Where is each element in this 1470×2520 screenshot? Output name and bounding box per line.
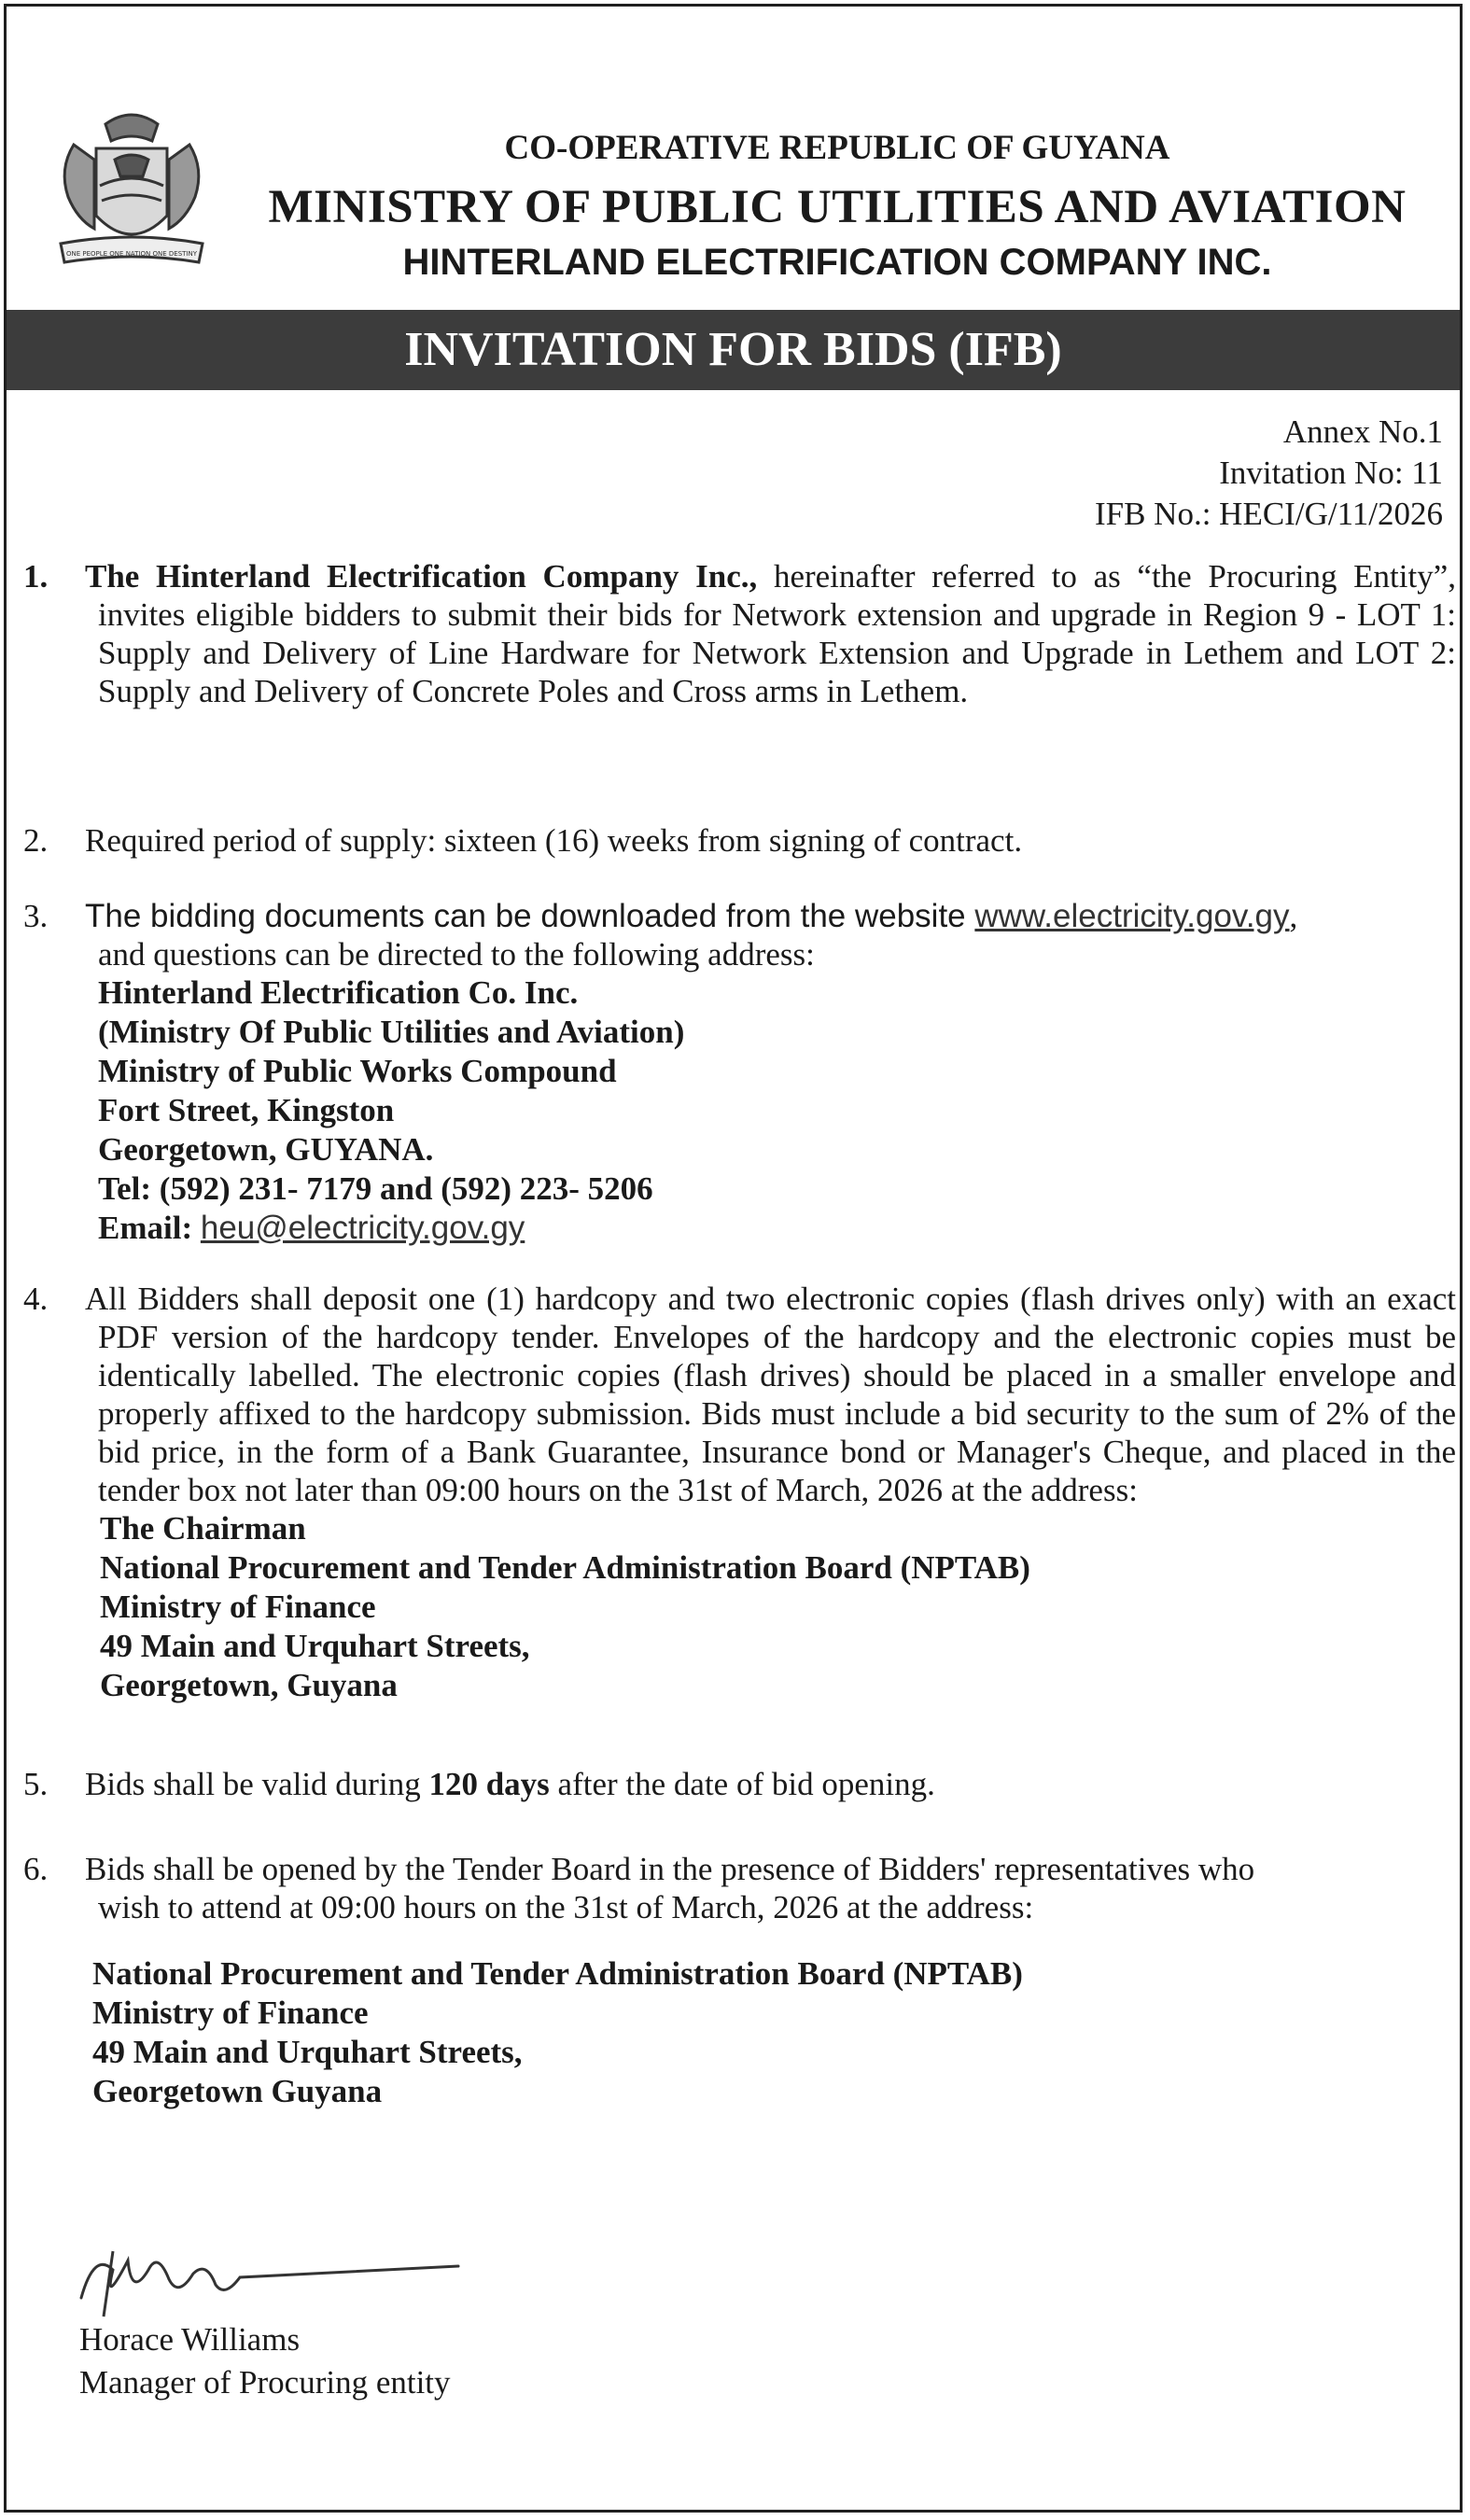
ministry-heading: MINISTRY OF PUBLIC UTILITIES AND AVIATION (268, 181, 1407, 233)
address-line: Ministry of Finance (100, 1589, 376, 1625)
validity-days: 120 days (428, 1766, 550, 1802)
address-line: (Ministry Of Public Utilities and Aviation) (98, 1014, 685, 1050)
address-line: 49 Main and Urquhart Streets, (100, 1628, 530, 1664)
signature-mark (76, 2233, 468, 2326)
address-line: Hinterland Electrification Co. Inc. (98, 974, 579, 1011)
clause-number: 1. (23, 558, 49, 595)
clause-number: 6. (23, 1851, 49, 1887)
clause-5-text (85, 1765, 1456, 1803)
telephone-line: Tel: (592) 231- 7179 and (592) 223- 5206 (98, 1170, 653, 1207)
clause-6-line-1: Bids shall be opened by the Tender Board in the presence of Bidders' representatives who (85, 1851, 1255, 1887)
company-heading: HINTERLAND ELECTRIFICATION COMPANY INC. (402, 242, 1272, 283)
coat-of-arms-icon (40, 104, 223, 283)
reference-block (1095, 412, 1443, 535)
ifb-number: IFB No.: HECI/G/11/2026 (1094, 496, 1443, 532)
clause-1-text (23, 557, 1456, 710)
email-link[interactable]: heu@electricity.gov.gy (200, 1210, 525, 1246)
address-line: Georgetown, Guyana (100, 1667, 398, 1703)
clause-4 (23, 1280, 1456, 1705)
clause-1-body: hereinafter referred to as “the Procuring Entity”, invites eligible bidders to submit their bids for Network extension and upgrade in Region 9 - LOT 1: Supply and Delivery of Line Hardware for Network Extension and Upgrade in Lethem and LOT 2: Supply and Delivery of Concrete Poles and Cross arms in Lethem. (98, 558, 1456, 709)
ifb-notice (4, 4, 1463, 2513)
clause-1 (23, 557, 1456, 710)
clause-2 (23, 821, 1456, 860)
ifb-banner: INVITATION FOR BIDS (IFB) (7, 310, 1460, 390)
address-line: Fort Street, Kingston (98, 1092, 395, 1128)
address-line: National Procurement and Tender Administration Board (NPTAB) (100, 1549, 1030, 1586)
clause-5 (23, 1765, 1456, 1803)
crest-motto: ONE PEOPLE ONE NATION ONE DESTINY (65, 250, 198, 258)
website-link[interactable]: www.electricity.gov.gy (974, 898, 1290, 934)
address-line: The Chairman (100, 1510, 306, 1547)
address-line: Georgetown Guyana (92, 2073, 383, 2109)
clause-3-text (85, 897, 1456, 1247)
questions-line: and questions can be directed to the following address: (98, 936, 815, 973)
address-line: Ministry of Finance (92, 1995, 369, 2031)
clause-number: 4. (23, 1281, 49, 1317)
signatory-name: Horace Williams (79, 2321, 301, 2358)
clause-number: 3. (23, 898, 49, 934)
comma: , (1289, 898, 1298, 934)
clause-6-line-2: wish to attend at 09:00 hours on the 31st of March, 2026 at the address: (98, 1889, 1034, 1925)
annex-number: Annex No.1 (1282, 413, 1443, 450)
clause-3 (23, 897, 1456, 1247)
clause-6 (23, 1850, 1456, 2111)
address-line: 49 Main and Urquhart Streets, (92, 2034, 523, 2070)
clause-number: 5. (23, 1766, 49, 1802)
clause-5-start: Bids shall be valid during (85, 1766, 429, 1802)
clause-5-end: after the date of bid opening. (549, 1766, 935, 1802)
address-line: Georgetown, GUYANA. (98, 1131, 434, 1168)
clause-4-text: All Bidders shall deposit one (1) hardcopy and two electronic copies (flash drives only) with an exact PDF version of the hardcopy tender. Envelopes of the hardcopy and the electronic copies must be identically labelled. The electronic copies (flash drives) should be placed in a smaller envelope and properly affixed to the hardcopy submission. Bids must include a bid security to the sum of 2% of the bid price, in the form of a Bank Guarantee, Insurance bond or Manager's Cheque, and placed in the tender box not later than 09:00 hours on the 31st of March, 2026 at the address: (85, 1281, 1456, 1508)
procuring-entity-name: The Hinterland Electrification Company Inc., (85, 558, 758, 595)
invitation-number: Invitation No: 11 (1219, 455, 1443, 491)
signatory-title: Manager of Procuring entity (79, 2364, 451, 2401)
clause-number: 2. (23, 822, 49, 859)
republic-heading: CO-OPERATIVE REPUBLIC OF GUYANA (504, 129, 1170, 167)
email-label: Email: (98, 1210, 193, 1246)
clause-2-text: Required period of supply: sixteen (16) weeks from signing of contract. (85, 822, 1023, 859)
address-line: Ministry of Public Works Compound (98, 1053, 617, 1089)
address-line: National Procurement and Tender Administration Board (NPTAB) (92, 1955, 1023, 1992)
clause-3-intro: The bidding documents can be downloaded from the website (85, 898, 975, 934)
